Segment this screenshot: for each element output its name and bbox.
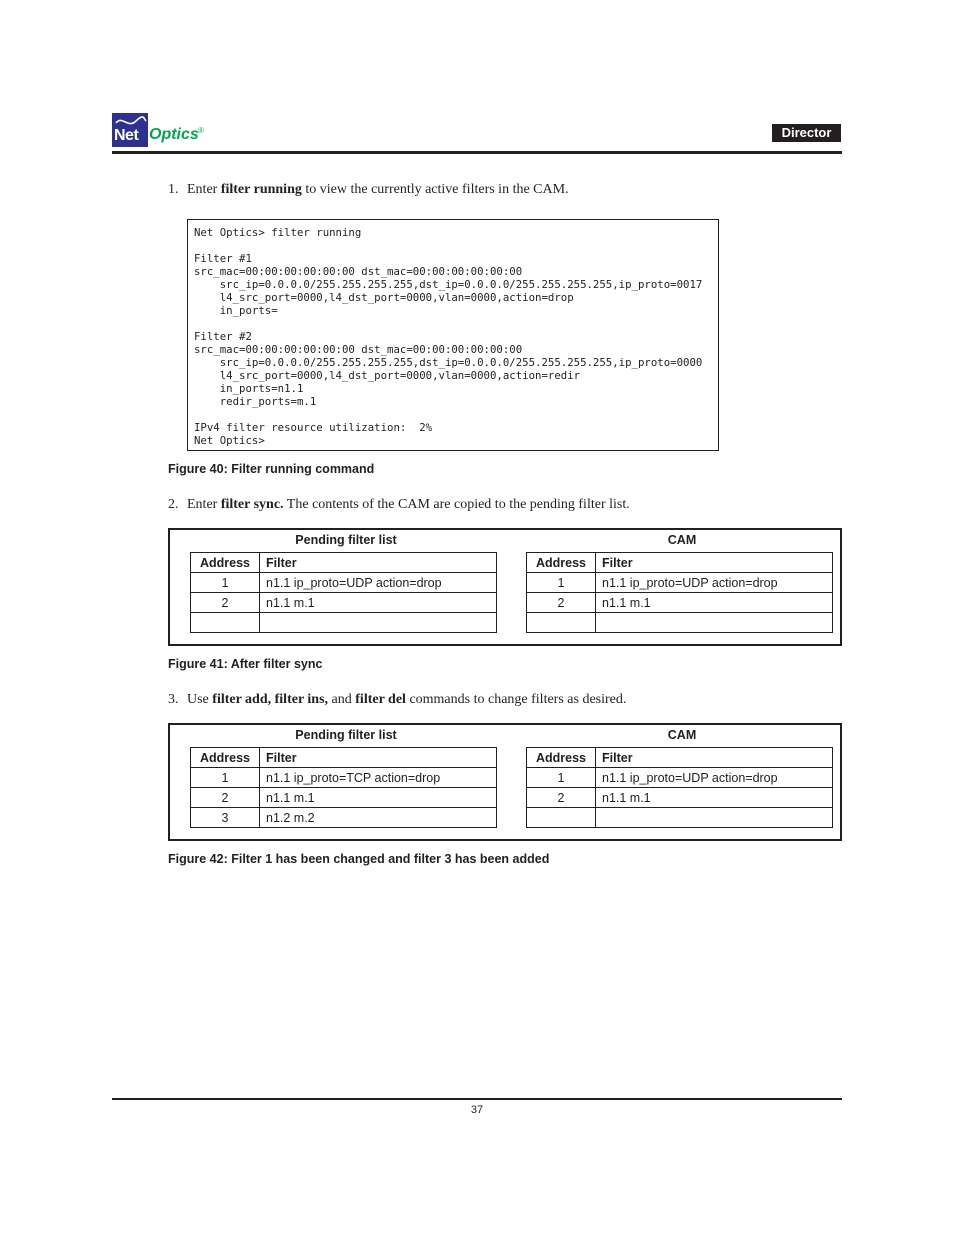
address-cell: [191, 613, 260, 633]
step-number: 3.: [168, 692, 179, 707]
table-header-row: [527, 553, 833, 573]
table-header-row: [191, 748, 497, 768]
filter-cell: n1.1 m.1: [596, 593, 833, 613]
address-cell: [527, 613, 596, 633]
step-text: and: [328, 692, 356, 707]
figure-caption: Figure 41: After filter sync: [168, 657, 323, 671]
footer-rule: [112, 1098, 842, 1100]
step-command: filter running: [220, 182, 302, 197]
net-optics-logo: [112, 113, 212, 147]
table-row: [527, 613, 833, 633]
table-row: [191, 593, 497, 613]
filter-cell: n1.1 ip_proto=UDP action=drop: [260, 573, 497, 593]
pending-list-title: Pending filter list: [295, 533, 397, 547]
address-cell: 1: [191, 768, 260, 788]
table-row: [527, 788, 833, 808]
logo-registered-mark: ®: [198, 126, 204, 135]
address-cell: 1: [527, 573, 596, 593]
cam-title: CAM: [667, 533, 697, 547]
filter-cell: n1.1 m.1: [596, 788, 833, 808]
figure-caption: Figure 42: Filter 1 has been changed and filter 3 has been added: [168, 852, 550, 866]
filter-cell: n1.1 ip_proto=TCP action=drop: [260, 768, 497, 788]
pending-filter-table: [190, 552, 497, 633]
step-text: Enter: [187, 182, 221, 197]
logo-optics-text: Optics: [149, 126, 199, 143]
step-text: to view the currently active filters in the CAM.: [301, 182, 569, 197]
table-row: [527, 573, 833, 593]
table-row: [191, 788, 497, 808]
pending-filter-table: [190, 747, 497, 828]
step-command: filter sync.: [220, 497, 284, 512]
step-text: The contents of the CAM are copied to the pending filter list.: [283, 497, 630, 512]
terminal-output: Net Optics> filter running Filter #1 src_mac=00:00:00:00:00:00 dst_mac=00:00:00:00:00:00 src_ip=0.0.0.0/255.255.255.255,dst_ip=0.0.0.0/255.255.255.255,ip_proto=0017 l4_src_port=0000,l4_dst_port=0000,vlan=0000,action=drop in_ports= Filter #2 src_mac=00:00:00:00:00:00 dst_mac=00:00:00:00:00:00 src_ip=0.0.0.0/255.255.255.255,dst_ip=0.0.0.0/255.255.255.255,ip_proto=0000 l4_src_port=0000,l4_dst_port=0000,vlan=0000,action=redir in_ports=n1.1 redir_ports=m.1 IPv4 filter resource utilization: 2% Net Optics>: [194, 226, 703, 447]
cam-filter-table: [526, 747, 833, 828]
table-row: [191, 573, 497, 593]
address-cell: 3: [191, 808, 260, 828]
step-2: [168, 497, 630, 513]
filter-cell: n1.2 m.2: [260, 808, 497, 828]
header-rule: [112, 151, 842, 154]
address-cell: 2: [527, 593, 596, 613]
address-cell: 2: [527, 788, 596, 808]
filter-cell: [596, 808, 833, 828]
logo-net-text: Net: [114, 127, 139, 144]
filter-cell: [596, 613, 833, 633]
column-header: Filter: [260, 553, 497, 573]
table-header-row: [527, 748, 833, 768]
terminal-output-box: [187, 219, 719, 451]
table-row: [191, 768, 497, 788]
pending-list-title: Pending filter list: [295, 728, 397, 742]
cam-filter-table: [526, 552, 833, 633]
filter-cell: n1.1 ip_proto=UDP action=drop: [596, 573, 833, 593]
address-cell: 2: [191, 593, 260, 613]
column-header: Filter: [596, 553, 833, 573]
logo-wave-icon: [112, 113, 148, 147]
step-3: [168, 692, 626, 708]
table-row: [191, 808, 497, 828]
address-cell: 1: [191, 573, 260, 593]
column-header: Filter: [260, 748, 497, 768]
page-number: 37: [470, 1104, 484, 1116]
cam-title: CAM: [667, 728, 697, 742]
table-row: [527, 593, 833, 613]
address-cell: 1: [527, 768, 596, 788]
step-command: filter add, filter ins,: [212, 692, 329, 707]
figure-after-sync: [168, 528, 842, 646]
step-number: 2.: [168, 497, 179, 512]
address-cell: [527, 808, 596, 828]
filter-cell: n1.1 m.1: [260, 788, 497, 808]
section-badge: Director: [772, 124, 841, 142]
step-text: Use: [187, 692, 213, 707]
step-number: 1.: [168, 182, 179, 197]
table-header-row: [191, 553, 497, 573]
column-header: Address: [527, 748, 596, 768]
table-row: [527, 808, 833, 828]
column-header: Address: [527, 553, 596, 573]
table-row: [191, 613, 497, 633]
filter-cell: n1.1 m.1: [260, 593, 497, 613]
column-header: Address: [191, 748, 260, 768]
filter-cell: n1.1 ip_proto=UDP action=drop: [596, 768, 833, 788]
address-cell: 2: [191, 788, 260, 808]
filter-cell: [260, 613, 497, 633]
column-header: Address: [191, 553, 260, 573]
figure-caption: Figure 40: Filter running command: [168, 462, 375, 476]
figure-filter-changed: [168, 723, 842, 841]
column-header: Filter: [596, 748, 833, 768]
step-command: filter del: [355, 692, 406, 707]
table-row: [527, 768, 833, 788]
step-text: commands to change filters as desired.: [405, 692, 627, 707]
step-1: [168, 182, 569, 198]
step-text: Enter: [187, 497, 221, 512]
